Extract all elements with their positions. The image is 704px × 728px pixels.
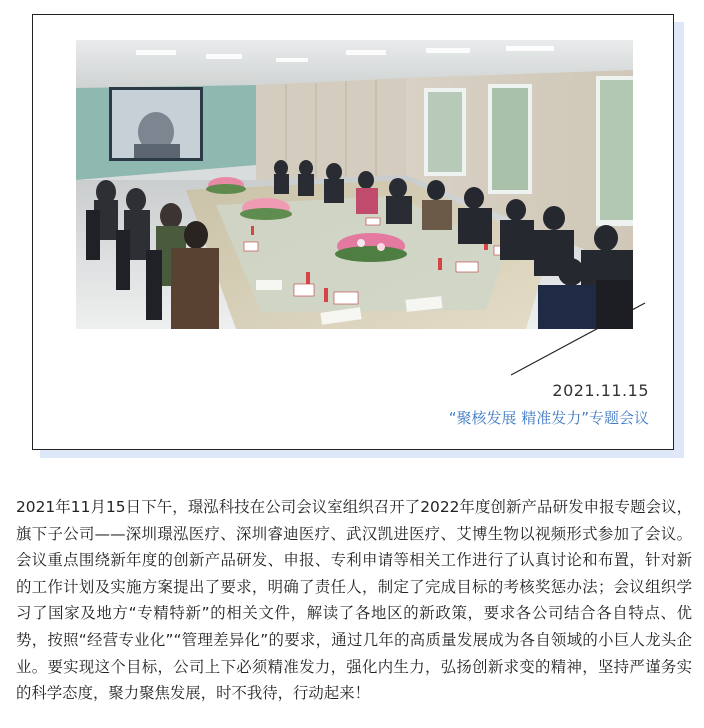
decorative-diagonal-line	[511, 299, 651, 379]
article-paragraph: 2021年11月15日下午，璟泓科技在公司会议室组织召开了2022年度创新产品研发申报专题会议，旗下子公司——深圳璟泓医疗、深圳睿迪医疗、武汉凯进医疗、艾博生物以视频形式参加了会议。会议重点围绕新年度的创新产品研发、申报、专利申请等相关工作进行了认真讨论和布置，针对新的工作计划及实施方案提出了要求，明确了责任人，制定了完成目标的考核奖惩办法；会议组织学习了国家及地方“专精特新”的相关文件，解读了各地区的新政策，要求各公司结合各自特点、优势，按照“经营专业化”“管理差异化”的要求，通过几年的高质量发展成为各自领域的小巨人龙头企业。要实现这个目标，公司上下必须精准发力，强化内生力，弘扬创新求变的精神，坚持严谨务实的科学态度，聚力聚焦发展，时不我待，行动起来！	[16, 498, 692, 703]
photo-card	[32, 14, 674, 450]
photo-caption: “聚核发展 精准发力”专题会议	[448, 409, 649, 427]
photo-date: 2021.11.15	[552, 381, 649, 400]
conference-room-photo	[76, 40, 633, 329]
